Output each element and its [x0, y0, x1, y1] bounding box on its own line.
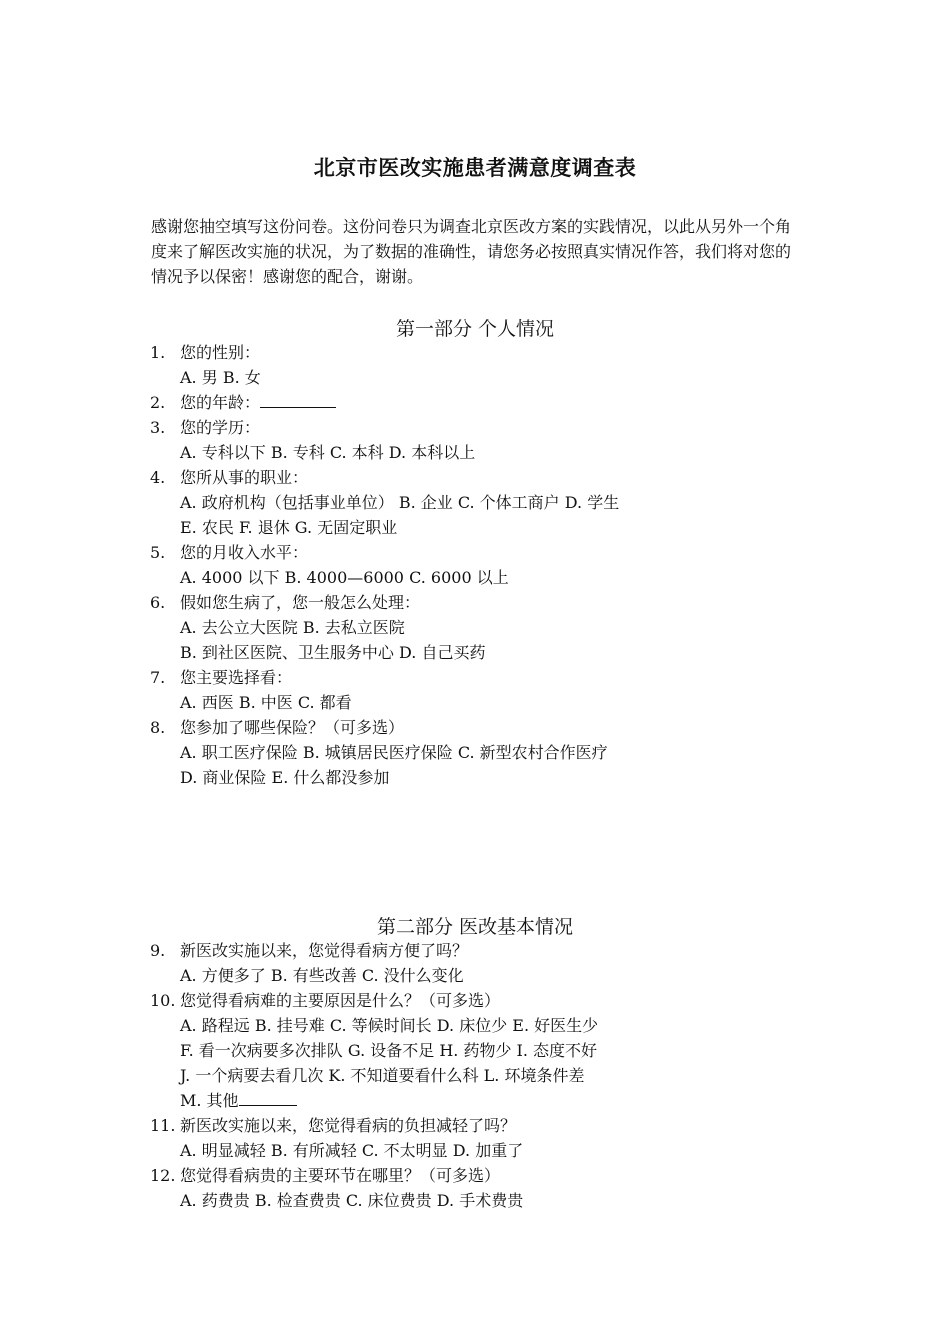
- question-9-options: A. 方便多了 B. 有些改善 C. 没什么变化: [180, 966, 464, 985]
- question-10-options-line2: F. 看一次病要多次排队 G. 设备不足 H. 药物少 I. 态度不好: [180, 1041, 598, 1060]
- question-number: 8.: [150, 718, 166, 737]
- question-10-options-line1: A. 路程远 B. 挂号难 C. 等候时间长 D. 床位少 E. 好医生少: [180, 1016, 599, 1035]
- question-6-options-line1: A. 去公立大医院 B. 去私立医院: [180, 618, 405, 637]
- question-text: 您所从事的职业：: [180, 468, 309, 487]
- question-7-options: A. 西医 B. 中医 C. 都看: [180, 693, 352, 712]
- question-3: [150, 415, 260, 440]
- question-text: 您参加了哪些保险？（可多选）: [180, 718, 405, 737]
- question-5: [150, 540, 308, 565]
- question-12: [150, 1163, 500, 1188]
- question-6: [150, 590, 420, 615]
- question-8: [150, 715, 404, 740]
- question-number: 6.: [150, 593, 166, 612]
- question-4-options-line2: E. 农民 F. 退休 G. 无固定职业: [180, 518, 398, 537]
- document-title: 北京市医改实施患者满意度调查表: [313, 156, 637, 180]
- question-text: 您觉得看病难的主要原因是什么？（可多选）: [180, 991, 501, 1010]
- question-number: 2.: [150, 393, 166, 412]
- question-5-options: A. 4000 以下 B. 4000—6000 C. 6000 以上: [180, 568, 509, 587]
- question-text: 新医改实施以来，您觉得看病的负担减轻了吗？: [180, 1116, 517, 1135]
- question-11: [150, 1113, 516, 1138]
- question-text: 您的性别：: [180, 343, 261, 362]
- question-8-options-line1: A. 职工医疗保险 B. 城镇居民医疗保险 C. 新型农村合作医疗: [180, 743, 608, 762]
- intro-paragraph: 感谢您抽空填写这份问卷。这份问卷只为调查北京医改方案的实践情况，以此从另外一个角度来了解医改实施的状况，为了数据的准确性，请您务必按照真实情况作答，我们将对您的情况予以保密！感谢您的配合，谢谢。: [151, 217, 792, 286]
- part1-title: 第一部分 个人情况: [395, 318, 555, 340]
- question-3-options: A. 专科以下 B. 专科 C. 本科 D. 本科以上: [180, 443, 476, 462]
- question-4-options-line1: A. 政府机构（包括事业单位） B. 企业 C. 个体工商户 D. 学生: [180, 493, 620, 512]
- question-number: 9.: [150, 941, 166, 960]
- question-text: 您觉得看病贵的主要环节在哪里？（可多选）: [180, 1166, 501, 1185]
- question-number: 5.: [150, 543, 166, 562]
- question-text: 您的月收入水平：: [180, 543, 309, 562]
- question-text: 假如您生病了，您一般怎么处理：: [180, 593, 421, 612]
- question-text: 您主要选择看：: [180, 668, 293, 687]
- question-number: 4.: [150, 468, 166, 487]
- other-option-label: M. 其他: [180, 1091, 239, 1110]
- age-blank[interactable]: [260, 390, 336, 408]
- question-number: 12.: [150, 1166, 176, 1185]
- question-number: 10.: [150, 991, 176, 1010]
- part2-title: 第二部分 医改基本情况: [376, 916, 574, 938]
- question-1-options: A. 男 B. 女: [180, 368, 261, 387]
- question-12-options: A. 药费贵 B. 检查费贵 C. 床位费贵 D. 手术费贵: [180, 1191, 524, 1210]
- question-number: 3.: [150, 418, 166, 437]
- question-9: [150, 938, 468, 963]
- question-10-options-line3: J. 一个病要去看几次 K. 不知道要看什么科 L. 环境条件差: [180, 1066, 585, 1085]
- question-text: 新医改实施以来，您觉得看病方便了吗？: [180, 941, 469, 960]
- question-text: 您的年龄：: [180, 393, 261, 412]
- question-11-options: A. 明显减轻 B. 有所减轻 C. 不太明显 D. 加重了: [180, 1141, 524, 1160]
- question-4: [150, 465, 308, 490]
- question-text: 您的学历：: [180, 418, 261, 437]
- question-number: 11.: [150, 1116, 176, 1135]
- question-number: 1.: [150, 343, 166, 362]
- question-7: [150, 665, 292, 690]
- question-10-options-line4: [180, 1088, 297, 1113]
- question-8-options-line2: D. 商业保险 E. 什么都没参加: [180, 768, 390, 787]
- question-1: [150, 340, 260, 365]
- question-10: [150, 988, 500, 1013]
- question-number: 7.: [150, 668, 166, 687]
- question-2: [150, 390, 336, 415]
- question-6-options-line2: B. 到社区医院、卫生服务中心 D. 自己买药: [180, 643, 486, 662]
- other-blank[interactable]: [239, 1088, 297, 1106]
